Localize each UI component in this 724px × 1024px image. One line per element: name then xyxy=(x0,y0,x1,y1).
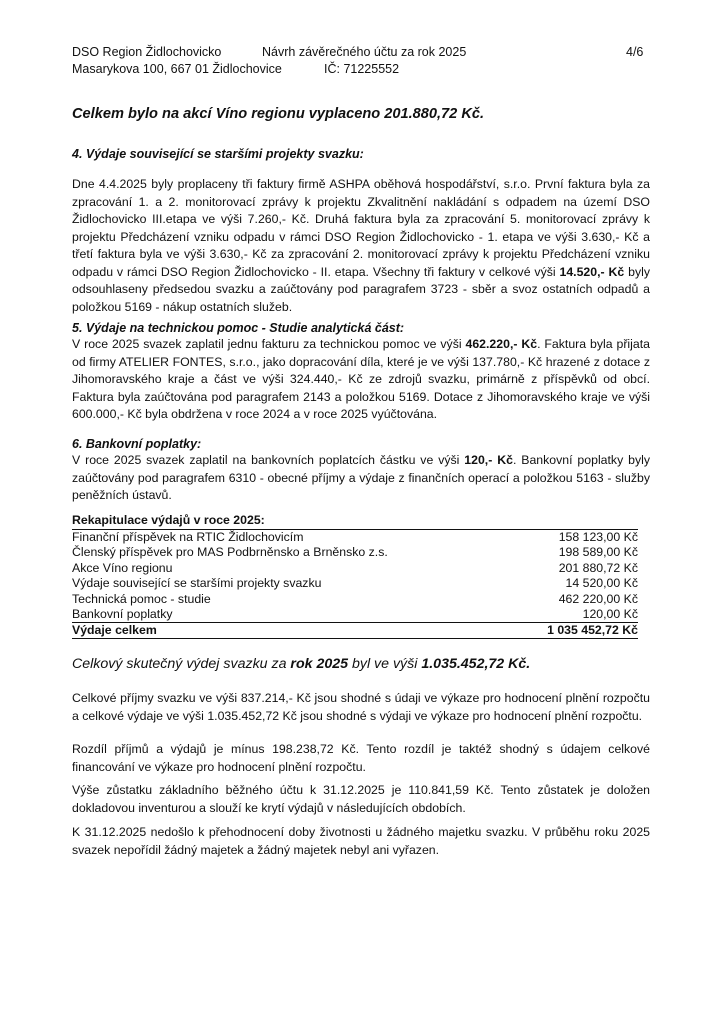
section6-amount: 120,- Kč xyxy=(464,453,513,467)
row-label: Bankovní poplatky xyxy=(72,606,173,621)
section6-heading: 6. Bankovní poplatky: xyxy=(72,437,202,451)
overall-expense-line xyxy=(72,656,530,674)
table-row xyxy=(72,530,638,545)
total-label: Výdaje celkem xyxy=(72,623,157,638)
section6-text-1: V roce 2025 svazek zaplatil na bankovních poplatcích částku ve výši xyxy=(72,453,465,467)
row-label: Členský příspěvek pro MAS Podbrněnsko a Brněnsko z.s. xyxy=(72,545,388,560)
recap-title: Rekapitulace výdajů v roce 2025: xyxy=(72,512,638,530)
closing-paragraph-1: Celkové příjmy svazku ve výši 837.214,- Kč jsou shodné s údaji ve výkaze pro hodnocení plnění rozpočtu a celkové výdaje ve výši 1.035.452,72 Kč jsou shodné s výdaji ve výkaze pro hodnocení plnění rozpočtu. xyxy=(72,691,650,723)
section6-paragraph xyxy=(72,452,650,505)
wine-total-heading: Celkem bylo na akcí Víno regionu vyplaceno 201.880,72 Kč. xyxy=(72,106,485,122)
row-label: Finanční příspěvek na RTIC Židlochovicím xyxy=(72,530,304,544)
table-row xyxy=(72,545,638,560)
section4-text-1: Dne 4.4.2025 byly proplaceny tři faktury firmě ASHPA oběhová hospodářství, s.r.o. První faktura byla za zpracování 1. a 2. monitorovací zprávy k projektu Zkvalitnění nakládání s odpadem na území DSO Židlochovicko III.etapa ve výši 7.260,- Kč. Druhá faktura byla za zpracování 5. monitorovací zprávy k projektu Předcházení vzniku odpadu v rámci DSO Region Židlochovicko - 1. etapa ve výši 3.630,- Kč a třetí faktura byla ve výši 3.630,- Kč za zpracování 2. monitorovací zprávy k projektu Předcházení vzniku odpadu v rámci DSO Region Židlochovicko - II. etapa. Všechny tři faktury v celkové výši xyxy=(72,177,650,279)
header-page-number: 4/6 xyxy=(626,45,644,59)
header-org: DSO Region Židlochovicko xyxy=(72,45,222,59)
section5-amount: 462.220,- Kč xyxy=(465,337,538,351)
row-value: 198 589,00 Kč xyxy=(558,545,638,560)
table-row xyxy=(72,576,638,591)
row-value: 462 220,00 Kč xyxy=(558,591,638,606)
overall-amount: 1.035.452,72 Kč. xyxy=(421,656,531,672)
closing-paragraph-3: Výše zůstatku základního běžného účtu k 31.12.2025 je 110.841,59 Kč. Tento zůstatek je doložen dokladovou inventurou a slouží ke krytí výdajů v následujících obdobích. xyxy=(72,783,650,815)
total-value: 1 035 452,72 Kč xyxy=(547,623,638,638)
closing-paragraph-2: Rozdíl příjmů a výdajů je mínus 198.238,72 Kč. Tento rozdíl je taktéž shodný s údajem celkové financování ve výkaze pro hodnocení plnění rozpočtu. xyxy=(72,742,650,774)
header-address: Masarykova 100, 667 01 Židlochovice xyxy=(72,62,282,76)
section6-text-2: . Bankovní poplatky byly zaúčtovány pod paragrafem 6310 - obecné příjmy a výdaje z finančních operací a položkou 5163 - služby peněžních ústavů. xyxy=(72,453,650,502)
table-row xyxy=(72,607,638,622)
row-label: Výdaje související se staršími projekty svazku xyxy=(72,576,322,591)
section5-heading: 5. Výdaje na technickou pomoc - Studie analytická část: xyxy=(72,321,405,335)
row-label: Technická pomoc - studie xyxy=(72,591,211,606)
section5-text-1: V roce 2025 svazek zaplatil jednu fakturu za technickou pomoc ve výši xyxy=(72,337,466,351)
overall-year: rok 2025 xyxy=(290,656,349,672)
section4-heading: 4. Výdaje související se staršími projekty svazku: xyxy=(72,147,364,161)
row-label: Akce Víno regionu xyxy=(72,560,173,575)
section5-text-2: . Faktura byla přijata od firmy ATELIER FONTES, s.r.o., jako dopracování díla, které je ve výši 137.780,- Kč hrazené z dotace z Jihomoravského kraje a část ve výši 324.440,- Kč ze zdrojů svazku, primárně z příspěvků od obcí. Faktura byla zaúčtována pod paragrafem 2143 a položkou 5169. Dotace z Jihomoravského kraje ve výši 600.000,- Kč byla obdržena v roce 2024 a v roce 2025 vyúčtována. xyxy=(72,337,650,421)
closing-paragraph-4: K 31.12.2025 nedošlo k přehodnocení doby životnosti u žádného majetku svazku. V průběhu roku 2025 svazek nepořídil žádný majetek a žádný majetek nebyl ani vyřazen. xyxy=(72,825,650,857)
header-ico: IČ: 71225552 xyxy=(324,62,400,76)
expense-recap-table xyxy=(72,512,638,639)
row-value: 14 520,00 Kč xyxy=(565,576,638,591)
table-total-row xyxy=(72,622,638,639)
table-row xyxy=(72,592,638,607)
section4-text-2: byly odsouhlaseny předsedou svazku a zaúčtovány pod paragrafem 3723 - sběr a svoz ostatních odpadů a položkou 5169 - nákup ostatních služeb. xyxy=(72,264,650,314)
row-value: 120,00 Kč xyxy=(582,606,638,621)
header-doc-title: Návrh závěrečného účtu za rok 2025 xyxy=(262,45,467,59)
section5-paragraph xyxy=(72,336,650,424)
row-value: 158 123,00 Kč xyxy=(558,530,638,544)
table-row xyxy=(72,561,638,576)
overall-middle: byl ve výši xyxy=(348,656,422,672)
section4-amount: 14.520,- Kč xyxy=(559,264,625,279)
row-value: 201 880,72 Kč xyxy=(558,560,638,575)
section4-paragraph xyxy=(72,176,650,316)
overall-prefix: Celkový skutečný výdej svazku za xyxy=(72,656,291,672)
